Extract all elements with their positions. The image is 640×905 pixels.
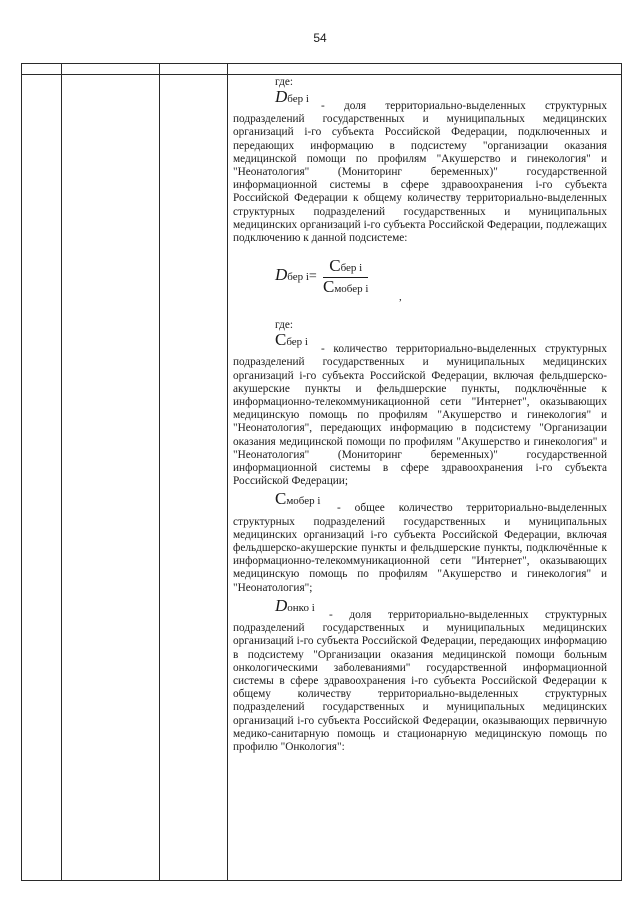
symbol-letter: C [323, 277, 335, 297]
c-ber-definition: - количество территориально-выделенных структурных подразделений государственных и муниципальных медицинских организаций i-го субъекта Российской Федерации, включая фельдшерско-акушерские пункты и фельдшерские пункты, подключённые к информационно-телекоммуникационной сети "Интернет", оказывающих медицинскую помощь по профилям "Акушерство и гинекология" и "Неонатология", передающих информацию в подсистему "Организации оказания медицинской помощи по профилям "Акушерство и гинекология" и "Неонатология" (Мониторинг беременных)" государственной информационной системы в сфере здравоохранения i-го субъекта Российской Федерации; [233, 343, 607, 488]
equals-sign: = [308, 269, 317, 285]
table-column-divider [159, 64, 160, 880]
formula-punctuation: , [399, 291, 402, 304]
fraction-denominator [323, 277, 369, 297]
fraction-numerator [323, 256, 368, 276]
where-label: где: [275, 319, 293, 332]
symbol-subscript: бер i [340, 262, 363, 275]
indicator-description-cell [233, 76, 607, 754]
symbol-letter: C [329, 256, 341, 276]
symbol-letter: C [275, 330, 287, 350]
formula-fraction [323, 256, 369, 297]
table-column-divider [61, 64, 62, 880]
d-ber-definition: - доля территориально-выделенных структурных подразделений государственных и муниципальных медицинских организаций i-го субъекта Российской Федерации, подключенных и передающих информацию в подсистему "организации оказания медицинской помощи по профилям "Акушерство и гинекология" и "Неонатология" (Мониторинг беременных)" государственной информационной системы в сфере здравоохранения i-го субъекта Российской Федерации к общему количеству территориально-выделенных структурных подразделений государственных и муниципальных медицинских организаций i-го субъекта Российской Федерации, подлежащих подключению к данной подсистеме: [233, 100, 607, 245]
c-mober-definition: - общее количество территориально-выделенных структурных подразделений государственных и муниципальных медицинских организаций i-го субъекта Российской Федерации, включая фельдшерско-акушерские пункты и фельдшерские пункты, подключённые к информационно-телекоммуникационной сети "Интернет", оказывающих медицинскую помощь по профилям "Акушерство и гинекология" и "Неонатология"; [233, 502, 607, 594]
page-number: 54 [313, 31, 327, 45]
table-row-divider [22, 74, 621, 75]
formula-lhs [275, 265, 317, 288]
symbol-letter: D [275, 595, 288, 615]
symbol-letter: D [275, 87, 288, 106]
symbol-subscript: онко i [287, 601, 315, 614]
where-label: где: [275, 76, 293, 88]
symbol-subscript: бер i [287, 93, 309, 105]
formula-d-ber [233, 251, 607, 309]
d-onko-definition: - доля территориально-выделенных структурных подразделений государственных и муниципальных медицинских организаций i-го субъекта Российской Федерации, передающих информацию в подсистему "Организации оказания медицинской помощи больным онкологическими заболеваниями" государственной информационной системы в сфере здравоохранения i-го субъекта Российской Федерации к общему количеству территориально-выделенных структурных подразделений государственных и муниципальных медицинских организаций i-го субъекта Российской Федерации, оказывающих первичную медико-санитарную помощь и стационарную медицинскую помощь по профилю "Онкология": [233, 608, 607, 753]
symbol-letter: D [275, 265, 288, 285]
symbol-subscript: бер i [286, 336, 308, 349]
symbol-letter: C [275, 489, 287, 509]
symbol-subscript: бер i [287, 271, 309, 284]
table-column-divider [227, 64, 228, 880]
symbol-subscript: мобер i [286, 495, 321, 508]
symbol-subscript: мобер i [334, 283, 369, 296]
